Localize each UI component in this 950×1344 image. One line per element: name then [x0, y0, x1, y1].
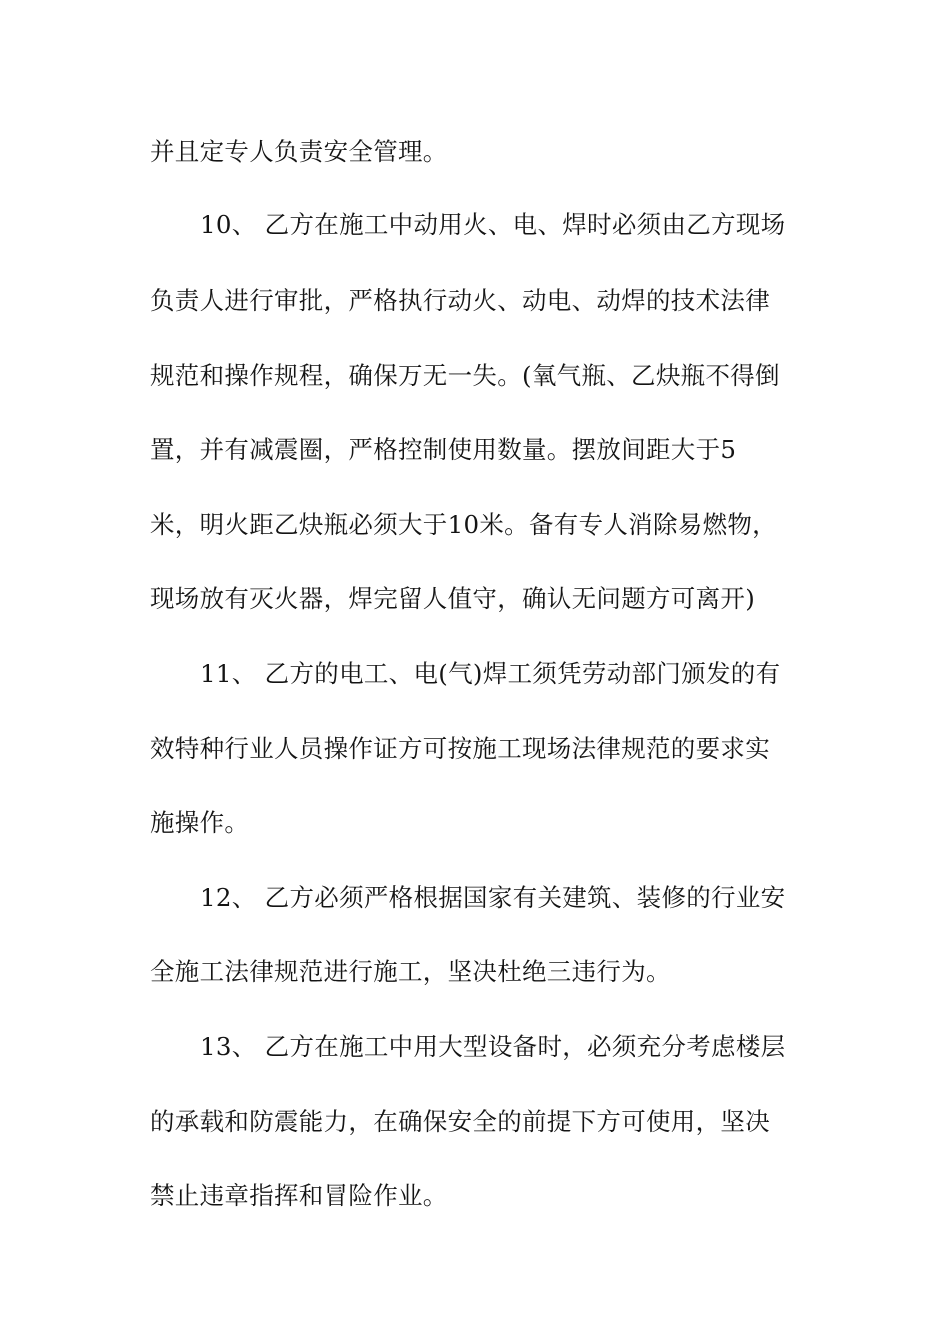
clause-13-heading-line: 13、 乙方在施工中用大型设备时，必须充分考虑楼层 — [200, 1032, 786, 1061]
text-line: 并且定专人负责安全管理。 — [150, 137, 448, 166]
text-line: 米，明火距乙炔瓶必须大于10米。备有专人消除易燃物， — [150, 510, 777, 539]
text-line: 施操作。 — [150, 808, 250, 837]
text-line: 现场放有灭火器，焊完留人值守，确认无问题方可离开) — [150, 584, 756, 613]
clause-12-heading-line: 12、 乙方必须严格根据国家有关建筑、装修的行业安 — [200, 883, 786, 912]
text-line: 规范和操作规程，确保万无一失。(氧气瓶、乙炔瓶不得倒 — [150, 361, 780, 390]
text-line: 负责人进行审批，严格执行动火、动电、动焊的技术法律 — [150, 286, 770, 315]
text-line: 效特种行业人员操作证方可按施工现场法律规范的要求实 — [150, 734, 770, 763]
clause-11-heading-line: 11、 乙方的电工、电(气)焊工须凭劳动部门颁发的有 — [200, 659, 781, 688]
clause-10-heading-line: 10、 乙方在施工中动用火、电、焊时必须由乙方现场 — [200, 210, 786, 239]
text-line: 禁止违章指挥和冒险作业。 — [150, 1181, 448, 1210]
text-line: 全施工法律规范进行施工，坚决杜绝三违行为。 — [150, 957, 671, 986]
text-line: 置，并有减震圈，严格控制使用数量。摆放间距大于5 — [150, 435, 737, 464]
text-line: 的承载和防震能力，在确保安全的前提下方可使用，坚决 — [150, 1107, 770, 1136]
